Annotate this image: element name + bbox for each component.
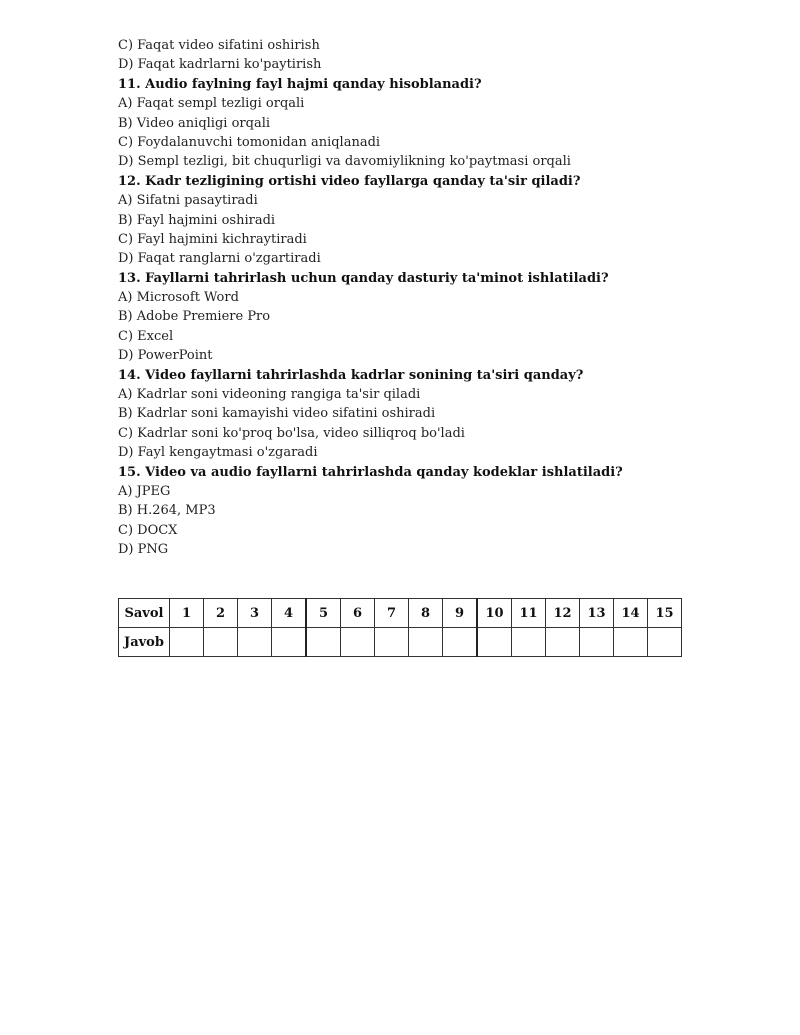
question-number-cell: 12 [546,599,580,628]
option-15a: A) JPEG [118,483,171,499]
option-11b: B) Video aniqligi orqali [118,115,271,131]
option-15c: C) DOCX [118,522,178,538]
question-number-cell: 5 [306,599,341,628]
option-15d: D) PNG [118,542,169,558]
question-number-cell: 1 [170,599,204,628]
answer-cell[interactable] [306,628,341,657]
question-number-cell: 14 [614,599,648,628]
answer-cell[interactable] [409,628,443,657]
answer-cell[interactable] [648,628,682,657]
question-11: 11. Audio faylning fayl hajmi qanday hisoblanadi? [118,76,482,92]
option-11c: C) Foydalanuvchi tomonidan aniqlanadi [118,134,381,150]
question-number-cell: 9 [443,599,478,628]
answer-cell[interactable] [341,628,375,657]
option-10d: D) Faqat kadrlarni ko'paytirish [118,57,322,73]
option-12c: C) Fayl hajmini kichraytiradi [118,231,307,247]
question-15: 15. Video va audio fayllarni tahrirlashda qanday kodeklar ishlatiladi? [118,464,623,480]
question-14: 14. Video fayllarni tahrirlashda kadrlar sonining ta'siri qanday? [118,367,584,383]
question-number-cell: 13 [580,599,614,628]
option-12a: A) Sifatni pasaytiradi [118,193,258,209]
answer-cell[interactable] [477,628,512,657]
answer-cell[interactable] [614,628,648,657]
question-number-cell: 7 [375,599,409,628]
question-number-cell: 2 [204,599,238,628]
option-13b: B) Adobe Premiere Pro [118,309,271,325]
answer-cell[interactable] [375,628,409,657]
row-label-javob: Javob [119,628,170,657]
option-13a: A) Microsoft Word [118,290,239,306]
answer-row [119,628,682,657]
question-number-cell: 15 [648,599,682,628]
answer-cell[interactable] [512,628,546,657]
question-number-cell: 10 [477,599,512,628]
answer-table [118,598,682,657]
answer-cell[interactable] [272,628,307,657]
option-15b: B) H.264, MP3 [118,503,216,519]
question-number-cell: 8 [409,599,443,628]
answer-cell[interactable] [546,628,580,657]
question-number-cell: 11 [512,599,546,628]
answer-cell[interactable] [443,628,478,657]
question-number-cell: 6 [341,599,375,628]
option-11d: D) Sempl tezligi, bit chuqurligi va davomiylikning ko'paytmasi orqali [118,154,571,170]
option-14d: D) Fayl kengaytmasi o'zgaradi [118,445,318,461]
option-13d: D) PowerPoint [118,348,213,364]
question-number-row [119,599,682,628]
option-12d: D) Faqat ranglarni o'zgartiradi [118,251,321,267]
option-14b: B) Kadrlar soni kamayishi video sifatini oshiradi [118,406,436,422]
document-page [118,36,718,560]
option-14c: C) Kadrlar soni ko'proq bo'lsa, video silliqroq bo'ladi [118,425,465,441]
option-14a: A) Kadrlar soni videoning rangiga ta'sir qiladi [118,387,421,403]
answer-cell[interactable] [238,628,272,657]
option-10c: C) Faqat video sifatini oshirish [118,38,320,53]
option-13c: C) Excel [118,328,174,344]
row-label-savol: Savol [119,599,170,628]
option-12b: B) Fayl hajmini oshiradi [118,212,276,228]
option-11a: A) Faqat sempl tezligi orqali [118,96,305,112]
answer-cell[interactable] [170,628,204,657]
question-12: 12. Kadr tezligining ortishi video fayllarga qanday ta'sir qiladi? [118,173,581,189]
answer-cell[interactable] [204,628,238,657]
question-13: 13. Fayllarni tahrirlash uchun qanday dasturiy ta'minot ishlatiladi? [118,270,609,286]
question-number-cell: 4 [272,599,307,628]
answer-cell[interactable] [580,628,614,657]
question-number-cell: 3 [238,599,272,628]
